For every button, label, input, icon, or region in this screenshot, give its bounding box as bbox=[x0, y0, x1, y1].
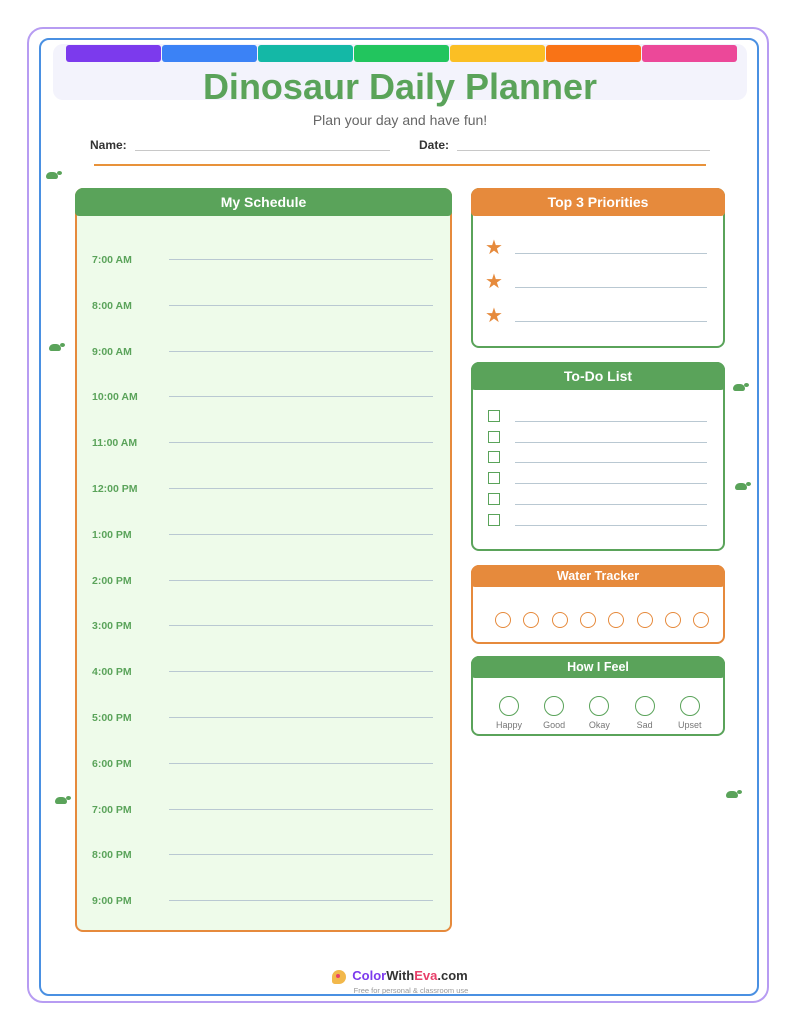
priority-line[interactable] bbox=[515, 321, 707, 322]
time-label: 9:00 AM bbox=[92, 345, 132, 358]
schedule-row[interactable] bbox=[77, 804, 450, 824]
todo-line[interactable] bbox=[515, 525, 707, 526]
checkbox-icon[interactable] bbox=[488, 493, 500, 505]
name-line[interactable] bbox=[135, 150, 390, 151]
todo-line[interactable] bbox=[515, 483, 707, 484]
schedule-line[interactable] bbox=[169, 396, 433, 397]
header-divider bbox=[94, 164, 706, 166]
time-label: 3:00 PM bbox=[92, 620, 132, 633]
water-glass-circle[interactable] bbox=[693, 612, 709, 628]
time-label: 7:00 AM bbox=[92, 254, 132, 266]
time-label: 8:00 AM bbox=[92, 299, 132, 312]
page-title: Dinosaur Daily Planner bbox=[202, 66, 598, 107]
dinosaur-icon bbox=[726, 791, 738, 798]
time-label: 9:00 PM bbox=[92, 895, 132, 908]
dinosaur-icon bbox=[49, 344, 61, 351]
palette-icon bbox=[332, 970, 346, 984]
priorities-header: Top 3 Priorities bbox=[471, 188, 725, 216]
schedule-row[interactable] bbox=[77, 391, 450, 411]
dinosaur-icon bbox=[733, 384, 745, 391]
water-glass-circle[interactable] bbox=[637, 612, 653, 628]
mood-circle[interactable] bbox=[635, 696, 655, 716]
mood-circle[interactable] bbox=[589, 696, 609, 716]
brand-with: With bbox=[386, 968, 415, 983]
brand-color: Color bbox=[352, 968, 387, 983]
footer-brand[interactable] bbox=[332, 968, 467, 984]
water-glass-circle[interactable] bbox=[552, 612, 568, 628]
checkbox-icon[interactable] bbox=[488, 431, 500, 443]
mood-circle[interactable] bbox=[544, 696, 564, 716]
schedule-row[interactable] bbox=[77, 483, 450, 503]
brand-eva: Eva bbox=[414, 968, 438, 983]
schedule-row[interactable] bbox=[77, 254, 450, 274]
date-line[interactable] bbox=[457, 150, 710, 151]
schedule-row[interactable] bbox=[77, 849, 450, 869]
schedule-row[interactable] bbox=[77, 529, 450, 549]
water-glass-circle[interactable] bbox=[523, 612, 539, 628]
brand-tld: .com bbox=[437, 968, 468, 983]
mood-label: Okay bbox=[588, 720, 610, 730]
rainbow-segment bbox=[354, 45, 449, 62]
schedule-row[interactable] bbox=[77, 620, 450, 640]
water-glass-circle[interactable] bbox=[580, 612, 596, 628]
schedule-line[interactable] bbox=[169, 717, 433, 718]
page-subtitle: Plan your day and have fun! bbox=[312, 112, 488, 128]
mood-label: Sad bbox=[636, 720, 653, 730]
rainbow-segment bbox=[546, 45, 641, 62]
schedule-line[interactable] bbox=[169, 351, 433, 352]
rainbow-bar bbox=[66, 45, 738, 62]
priority-line[interactable] bbox=[515, 253, 707, 254]
todo-card bbox=[471, 362, 725, 551]
schedule-line[interactable] bbox=[169, 900, 433, 901]
water-glass-circle[interactable] bbox=[608, 612, 624, 628]
schedule-row[interactable] bbox=[77, 666, 450, 686]
priorities-card bbox=[471, 188, 725, 348]
schedule-line[interactable] bbox=[169, 671, 433, 672]
schedule-header: My Schedule bbox=[75, 188, 452, 216]
name-label: Name: bbox=[90, 138, 127, 152]
time-label: 8:00 PM bbox=[92, 849, 132, 862]
todo-line[interactable] bbox=[515, 421, 707, 422]
time-label: 4:00 PM bbox=[92, 666, 132, 679]
water-tracker-card bbox=[471, 565, 725, 644]
todo-line[interactable] bbox=[515, 462, 707, 463]
water-glass-circle[interactable] bbox=[665, 612, 681, 628]
schedule-line[interactable] bbox=[169, 763, 433, 764]
checkbox-icon[interactable] bbox=[488, 451, 500, 463]
schedule-line[interactable] bbox=[169, 854, 433, 855]
footer bbox=[0, 967, 800, 995]
todo-line[interactable] bbox=[515, 442, 707, 443]
time-label: 5:00 PM bbox=[92, 712, 132, 724]
dinosaur-icon bbox=[735, 483, 747, 490]
schedule-row[interactable] bbox=[77, 437, 450, 457]
rainbow-segment bbox=[162, 45, 257, 62]
schedule-row[interactable] bbox=[77, 575, 450, 595]
time-label: 11:00 AM bbox=[92, 437, 138, 450]
time-label: 2:00 PM bbox=[92, 574, 132, 587]
dinosaur-icon bbox=[55, 797, 67, 804]
how-i-feel-header: How I Feel bbox=[471, 656, 725, 678]
checkbox-icon[interactable] bbox=[488, 514, 500, 526]
rainbow-segment bbox=[450, 45, 545, 62]
mood-circle[interactable] bbox=[499, 696, 519, 716]
todo-line[interactable] bbox=[515, 504, 707, 505]
schedule-line[interactable] bbox=[169, 305, 433, 306]
mood-option[interactable] bbox=[489, 696, 529, 730]
how-i-feel-card bbox=[471, 656, 725, 736]
water-glass-circle[interactable] bbox=[495, 612, 511, 628]
schedule-line[interactable] bbox=[169, 259, 433, 260]
schedule-row[interactable] bbox=[77, 346, 450, 366]
time-label: 1:00 PM bbox=[92, 528, 132, 541]
schedule-row[interactable] bbox=[77, 300, 450, 320]
time-label: 6:00 PM bbox=[92, 757, 132, 770]
checkbox-icon[interactable] bbox=[488, 410, 500, 422]
time-label: 10:00 AM bbox=[92, 391, 138, 404]
schedule-card bbox=[75, 188, 452, 932]
rainbow-segment bbox=[66, 45, 161, 62]
mood-option[interactable] bbox=[625, 696, 665, 730]
rainbow-segment bbox=[642, 45, 737, 62]
todo-header: To-Do List bbox=[471, 362, 725, 390]
schedule-line[interactable] bbox=[169, 809, 433, 810]
star-icon: ★ bbox=[485, 305, 503, 327]
mood-option[interactable] bbox=[670, 696, 710, 730]
mood-label: Upset bbox=[678, 720, 702, 730]
schedule-line[interactable] bbox=[169, 580, 433, 581]
schedule-row[interactable] bbox=[77, 712, 450, 732]
schedule-line[interactable] bbox=[169, 534, 433, 535]
water-tracker-header: Water Tracker bbox=[471, 565, 725, 587]
star-icon: ★ bbox=[485, 271, 503, 293]
mood-circle[interactable] bbox=[680, 696, 700, 716]
mood-option[interactable] bbox=[534, 696, 574, 730]
schedule-line[interactable] bbox=[169, 442, 433, 443]
time-label: 12:00 PM bbox=[92, 483, 138, 495]
schedule-line[interactable] bbox=[169, 625, 433, 626]
dinosaur-icon bbox=[46, 172, 58, 179]
mood-label: Good bbox=[543, 720, 566, 730]
checkbox-icon[interactable] bbox=[488, 472, 500, 484]
mood-option[interactable] bbox=[579, 696, 619, 730]
mood-label: Happy bbox=[495, 720, 522, 730]
schedule-row[interactable] bbox=[77, 895, 450, 915]
priority-line[interactable] bbox=[515, 287, 707, 288]
schedule-line[interactable] bbox=[169, 488, 433, 489]
schedule-row[interactable] bbox=[77, 758, 450, 778]
footer-tagline: Free for personal & classroom use bbox=[353, 986, 469, 995]
star-icon: ★ bbox=[485, 237, 503, 259]
time-label: 7:00 PM bbox=[92, 803, 132, 816]
date-label: Date: bbox=[419, 138, 450, 152]
rainbow-segment bbox=[258, 45, 353, 62]
